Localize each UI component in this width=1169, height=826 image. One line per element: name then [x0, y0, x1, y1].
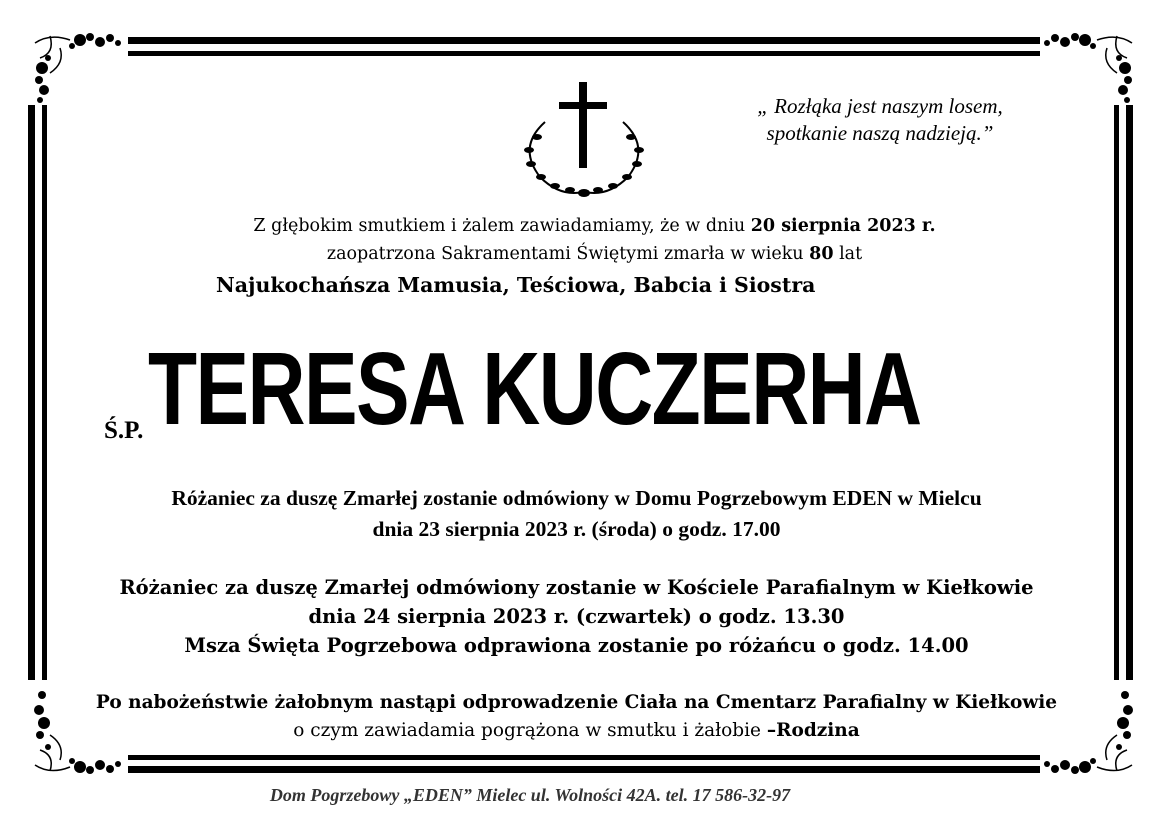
frame-bottom-outer — [128, 766, 1040, 773]
frame-top-inner — [128, 51, 1040, 56]
rosary-eden — [0, 483, 1161, 545]
motto-line-1: „ Rozłąka jest naszym losem, — [757, 94, 1003, 118]
relation-line: Najukochańsza Mamusia, Teściowa, Babcia i Siostra — [216, 273, 816, 297]
corner-ornament-icon — [30, 28, 125, 108]
rosary-church-line-1: Różaniec za duszę Zmarłej odmówiony zostanie w Kościele Parafialnym w Kiełkowie — [119, 576, 1034, 599]
family-signature: –Rodzina — [766, 720, 860, 741]
deceased-name: TERESA KUCZERHA — [148, 331, 921, 446]
intro-text: Z głębokim smutkiem i żalem zawiadamiamy, że w dniu — [253, 216, 751, 236]
closing-line-1: Po nabożeństwie żałobnym nastąpi odprowadzenie Ciała na Cmentarz Parafialny w Kiełkowie — [95, 692, 1058, 713]
rosary-eden-line-2: dnia 23 sierpnia 2023 r. (środa) o godz. 17.00 — [372, 517, 781, 541]
closing-text: o czym zawiadamia pogrążona w smutku i żałobie — [293, 720, 767, 741]
cross-icon — [515, 82, 655, 202]
intro-line-1 — [10, 216, 1169, 236]
funeral-mass-line: Msza Święta Pogrzebowa odprawiona zostanie po różańcu o godz. 14.00 — [184, 634, 969, 657]
motto-line-2: spotkanie naszą nadzieją.” — [766, 121, 994, 145]
intro-text-2: zaopatrzona Sakramentami Świętymi zmarła w wieku — [326, 244, 810, 264]
age-suffix: lat — [833, 244, 863, 264]
motto-quote — [700, 93, 1060, 147]
rosary-church — [0, 573, 1161, 660]
intro-line-2 — [10, 244, 1169, 264]
rosary-church-line-2: dnia 24 sierpnia 2023 r. (czwartek) o godz. 13.30 — [308, 605, 845, 628]
rosary-eden-line-1: Różaniec za duszę Zmarłej zostanie odmówiony w Domu Pogrzebowym EDEN w Mielcu — [171, 486, 982, 510]
frame-top-outer — [128, 37, 1040, 44]
age: 80 — [809, 244, 834, 264]
funeral-home-footer: Dom Pogrzebowy „EDEN” Mielec ul. Wolności 42A. tel. 17 586-32-97 — [269, 785, 791, 805]
death-date: 20 sierpnia 2023 r. — [750, 216, 936, 236]
closing-line-2 — [0, 720, 1161, 741]
deceased-prefix: Ś.P. — [104, 417, 144, 444]
frame-bottom-inner — [128, 755, 1040, 760]
